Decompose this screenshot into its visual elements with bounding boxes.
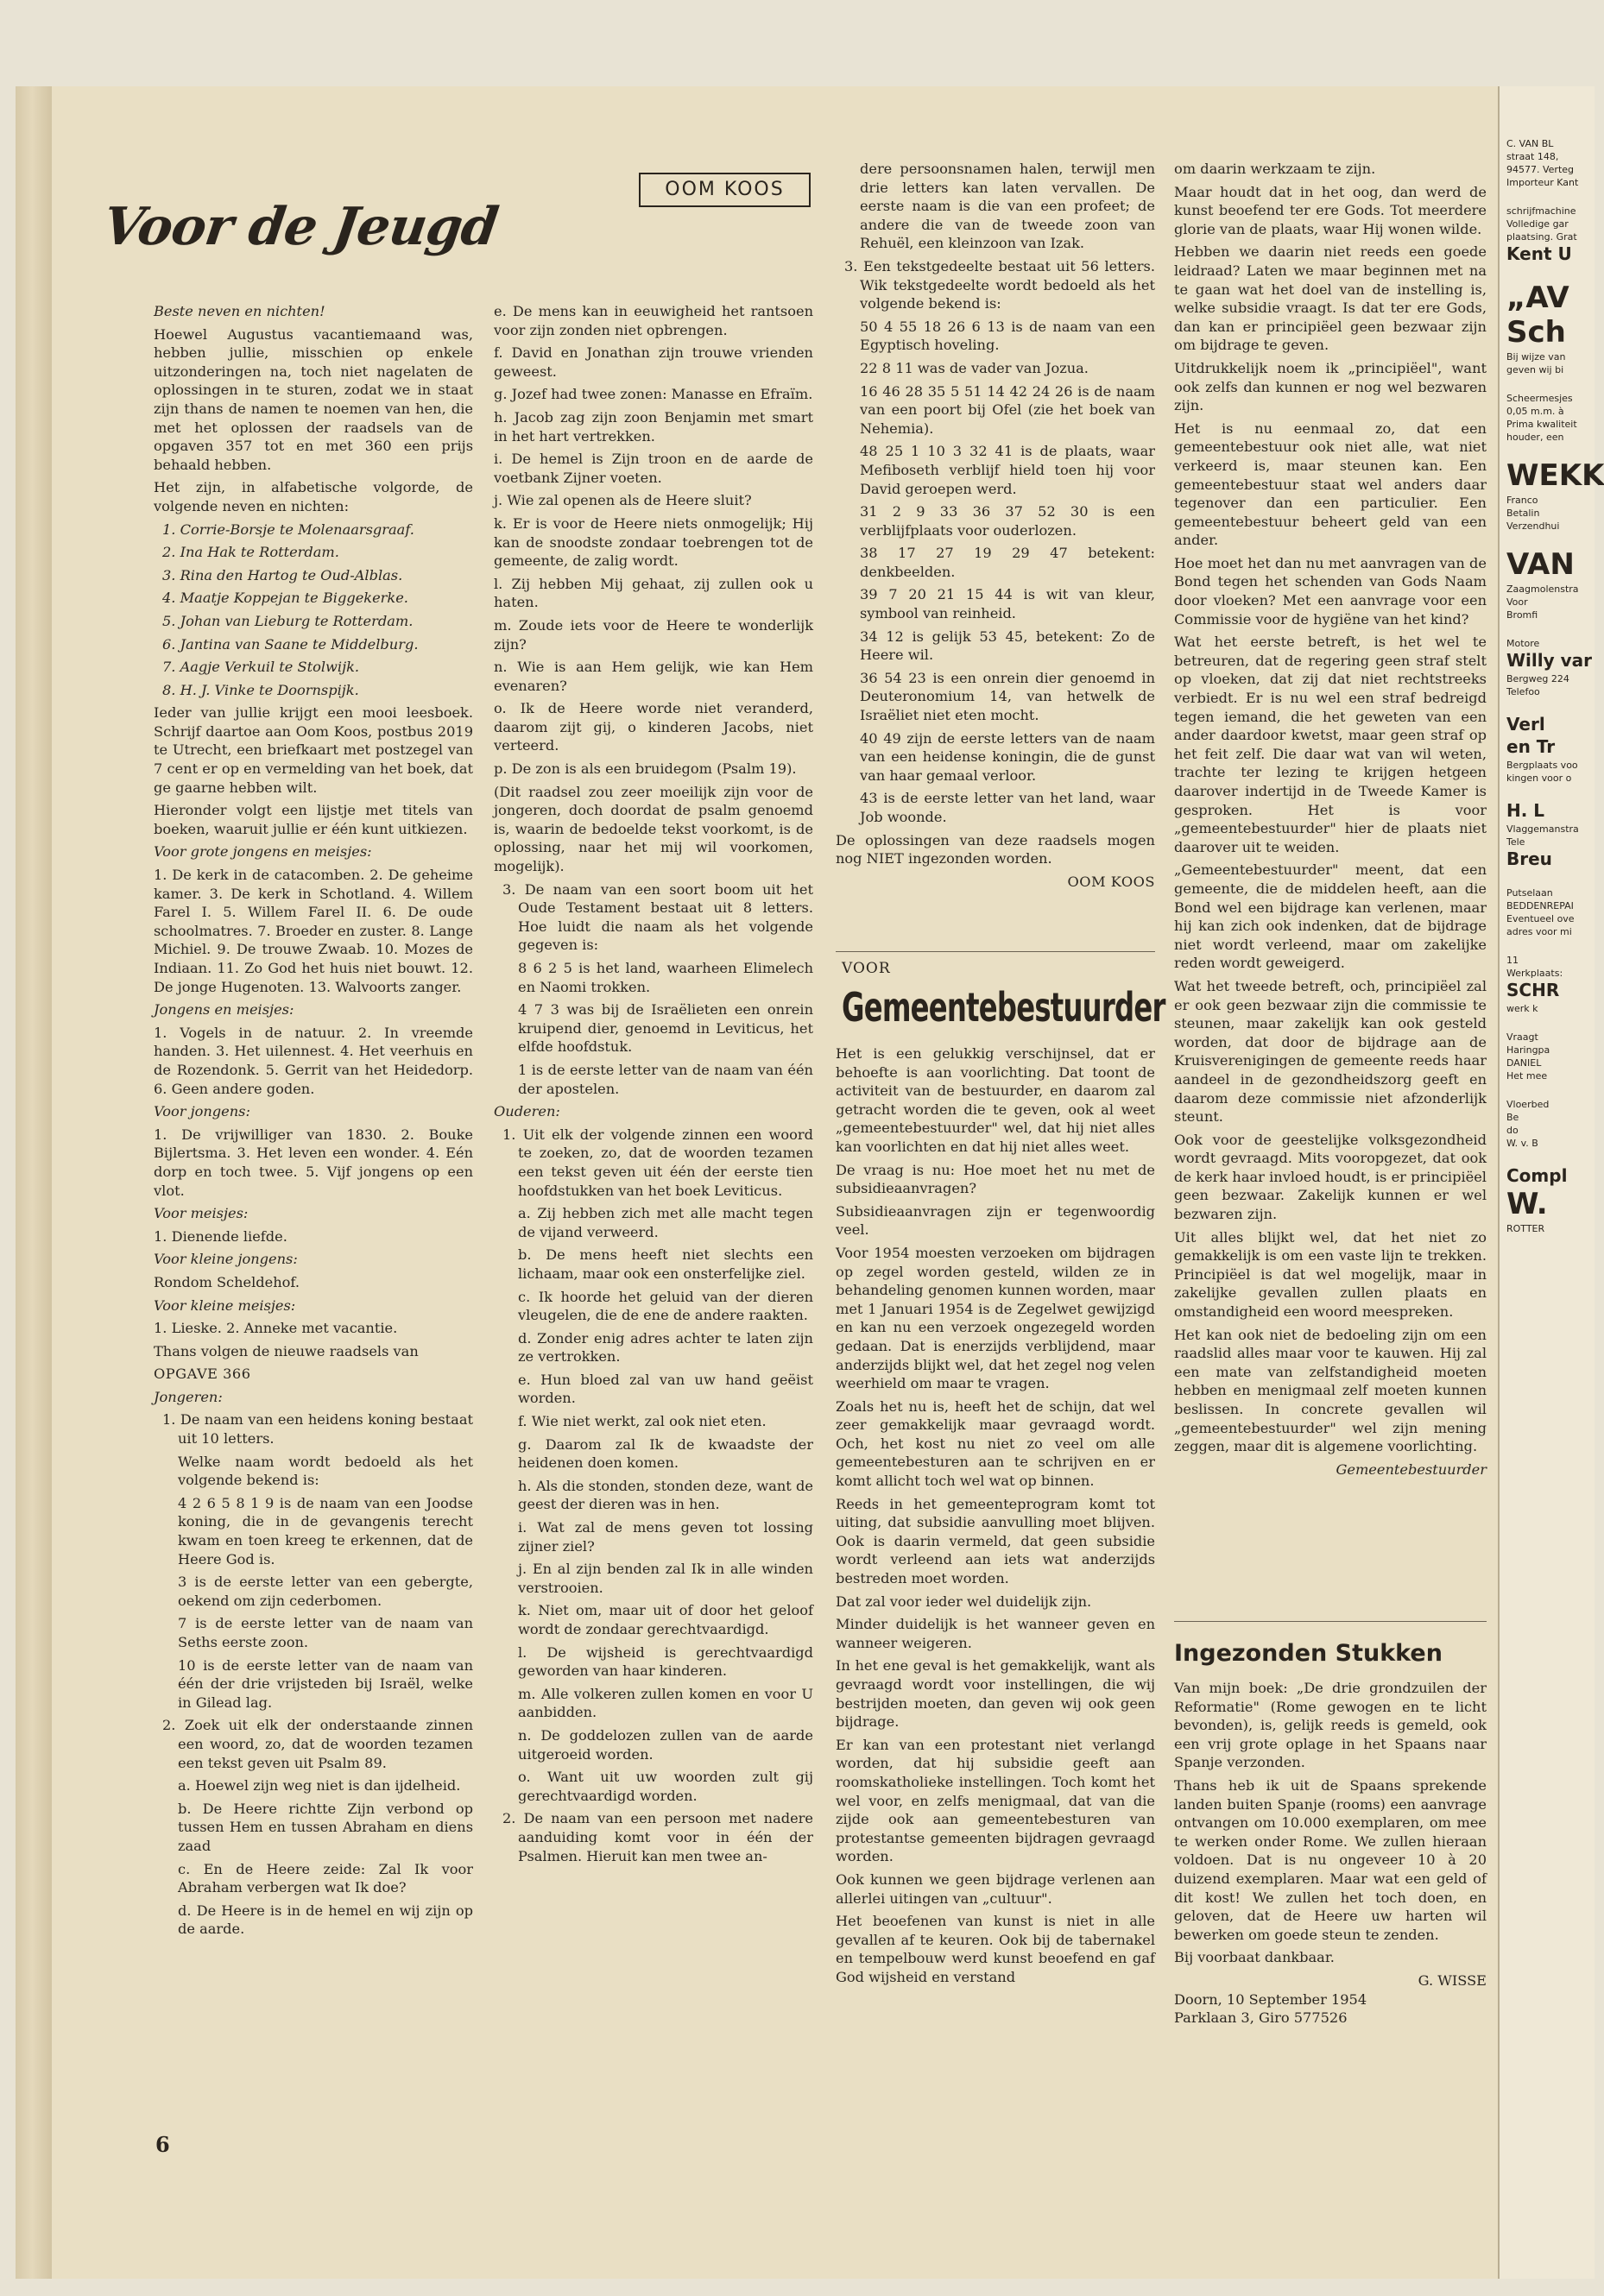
text-paragraph: Ook kunnen we geen bijdrage verlenen aan allerlei uitingen van „cultuur". [836,1870,1155,1907]
text-paragraph: Voor meisjes: [154,1205,249,1222]
text-paragraph: Voor kleine meisjes: [154,1296,296,1314]
text-paragraph: 50 4 55 18 26 6 13 is de naam van een Egyptisch hoveling. [860,318,1155,354]
text-paragraph: k. Niet om, maar uit of door het geloof wordt de zondaar gerechtvaardigd. [518,1602,813,1637]
neighbor-ad-text: ROTTER [1506,1223,1545,1234]
neighbor-ad-text: straat 148, [1506,151,1559,162]
text-paragraph: Wat het eerste betreft, is het wel te betreuren, dat de regering geen straf stelt op vloeken, dat zij dat niet rechtstreeks verbiedt. Er is nu wel een straf bedreigd tegen iemand, die het geweten van een ander daardoor kwetst, maar geen straf op het feit zelf. Die daar wat van wil weten, trachte ter lezing te krijgen hetgeen daarover indertijd in de Tweede Kamer is gesproken. Het is voor „gemeentebestuurder" hier de plaats niet daarover uit te weiden. [1174,634,1487,855]
text-paragraph: Hoewel Augustus vacantiemaand was, hebben jullie, misschien op enkele uitzonderingen na, toch niet nagelaten de oplossingen in te sturen, zodat we in staat zijn thans de namen te noemen van hen, die met het oplossen der raadsels van de opgaven 357 tot en met 360 een prijs behaald hebben. [154,325,473,473]
text-paragraph: Ook voor de geestelijke volksgezondheid wordt gevraagd. Mits vooropgezet, dat ook de kerk haar invloed houdt, is er principiëel geen bezwaar. Zakelijk kunnen er wel bezwaren zijn. [1174,1131,1487,1223]
text-paragraph: 1. Dienende liefde. [154,1227,287,1245]
neighbor-ad-text: Be [1506,1112,1519,1123]
text-paragraph: Het beoefenen van kunst is niet in alle gevallen af te keuren. Ook bij de tabernakel en tempelbouw werd kunst beoefend en gaf God wijsheid en verstand [836,1913,1155,1985]
text-paragraph: OPGAVE 366 [154,1366,251,1383]
page-edge [16,86,57,2279]
text-paragraph: k. Er is voor de Heere niets onmogelijk; Hij kan de snoodste zondaar toebrengen tot de gemeente, de zalig wordt. [494,514,813,570]
text-paragraph: f. David en Jonathan zijn trouwe vrienden geweest. [494,344,813,380]
neighbor-ad-text: Werkplaats: [1506,968,1563,979]
text-paragraph: 38 17 27 19 29 47 betekent: denkbeelden. [860,545,1155,580]
neighbor-ad-text: houder, een [1506,432,1564,443]
text-paragraph: om daarin werkzaam te zijn. [1174,161,1376,177]
text-paragraph: o. Ik de Heere worde niet veranderd, daarom zijt gij, o kinderen Jacobs, niet verteerd. [494,700,813,754]
text-paragraph: Rondom Scheldehof. [154,1273,300,1290]
text-paragraph: Hoe moet het dan nu met aanvragen van de Bond tegen het schenden van Gods Naam door vloeken? Met een aanvrage voor een Commissie voor de hygiëne van het kind? [1174,554,1487,628]
text-paragraph: 2. De naam van een persoon met nadere aanduiding komt voor in één der Psalmen. Hieruit kan men twee an- [502,1810,813,1864]
text-paragraph: a. Hoewel zijn weg niet is dan ijdelheid. [178,1777,461,1795]
text-paragraph: 8 6 2 5 is het land, waarheen Elimelech en Naomi trokken. [518,960,813,995]
column-2 [494,302,813,1870]
neighbor-ad-text: 11 [1506,955,1519,966]
text-paragraph: Ieder van jullie krijgt een mooi leesboek. Schrijf daartoe aan Oom Koos, postbus 2019 te Utrecht, een briefkaart met postzegel van 7 cent er op en vermelding van het boek, dat ge gaarne hebben wilt. [154,704,473,796]
text-paragraph: h. Jacob zag zijn zoon Benjamin met smart in het hart vertrekken. [494,408,813,445]
text-paragraph: 31 2 9 33 36 37 52 30 is een verblijfplaats voor ouderlozen. [860,503,1155,539]
neighbor-ad-text: Prima kwaliteit [1506,419,1577,430]
section-title: Gemeentebestuurder [842,984,1165,1031]
neighbor-ad-text: geven wij bi [1506,364,1564,375]
gemeente-body [836,1044,1155,1991]
text-paragraph: 3 is de eerste letter van een gebergte, oekend om zijn cederbomen. [178,1574,473,1609]
text-paragraph: 7. Aagje Verkuil te Stolwijk. [162,659,360,676]
text-paragraph: Maar houdt dat in het oog, dan werd de kunst beoefend ter ere Gods. Tot meerdere glorie van de plaats, waar Hij wonen wilde. [1174,183,1487,237]
text-paragraph: 1. Corrie-Borsje te Molenaarsgraaf. [162,520,414,538]
neighbor-ad-text: Volledige gar [1506,218,1569,230]
neighbor-ad-text: Vraagt [1506,1031,1538,1043]
text-paragraph: 2. Zoek uit elk der onderstaande zinnen een woord, zo, dat de woorden tezamen een tekst geven uit Psalm 89. [162,1717,473,1771]
text-paragraph: Jongeren: [154,1388,223,1405]
text-paragraph: b. De mens heeft niet slechts een lichaam, maar ook een onsterfelijke ziel. [518,1246,813,1282]
section-kicker: VOOR [842,960,891,977]
text-paragraph: l. De wijsheid is gerechtvaardigd geworden van haar kinderen. [518,1643,813,1680]
neighbor-ad-text: adres voor mi [1506,926,1572,937]
neighbor-ad-text: schrijfmachine [1506,205,1576,217]
neighbor-ad-text: Vloerbed [1506,1099,1550,1110]
neighbor-ad-text: Eventueel ove [1506,913,1575,924]
text-paragraph: Voor 1954 moesten verzoeken om bijdragen op zegel worden gesteld, wilden ze in behandeling genomen kunnen worden, maar met 1 Januari 1954 is de Zegelwet gewijzigd en kan nu een verzoek ongezegeld worden gedaan. Dat is enerzijds verblijdend, maar anderzijds blijkt wel, dat het zegel nog velen weerhield om maar te vragen. [836,1244,1155,1392]
neighbor-ad-text: DANIEL [1506,1057,1542,1069]
text-paragraph: 16 46 28 35 5 51 14 42 24 26 is de naam van een poort bij Ofel (zie het boek van Nehemia). [860,382,1155,437]
neighbor-ad-text: Betalin [1506,508,1540,519]
neighbor-ad-text: do [1506,1125,1519,1136]
text-paragraph: „Gemeentebestuurder" meent, dat een gemeente, die de middelen heeft, aan die Bond wel een bijdrage kan verlenen, maar hij kan zich ook indenken, dat de bijdrage niet wordt verleend, maar om zakelijke reden wordt geweigerd. [1174,861,1487,972]
neighbor-page-edge [1498,86,1604,2279]
neighbor-ad-text: Verzendhui [1506,520,1560,532]
text-paragraph: p. De zon is als een bruidegom (Psalm 19). [494,760,797,778]
neighbor-ad-text: werk k [1506,1003,1538,1014]
text-paragraph: b. De Heere richtte Zijn verbond op tussen Hem en tussen Abraham en diens zaad [178,1800,473,1854]
neighbor-ad-text: „AV [1506,281,1569,315]
text-paragraph: In het ene geval is het gemakkelijk, want als gevraagd wordt voor instellingen, die wij bestrijden moeten, dan geven wij ook geen bijdrage. [836,1657,1155,1731]
text-paragraph: d. Zonder enig adres achter te laten zijn ze vertrokken. [518,1329,813,1366]
neighbor-ad-text: W. [1506,1187,1548,1221]
text-paragraph: Voor kleine jongens: [154,1251,298,1268]
text-paragraph: n. De goddelozen zullen van de aarde uitgeroeid worden. [518,1726,813,1763]
text-paragraph: 1. Uit elk der volgende zinnen een woord te zoeken, zo, dat de woorden tezamen een tekst geven uit één der eerste tien hoofdstukken van het boek Leviticus. [502,1126,813,1199]
text-paragraph: 48 25 1 10 3 32 41 is de plaats, waar Mefiboseth verblijf hield toen hij voor David geroepen werd. [860,443,1155,497]
text-paragraph: 34 12 is gelijk 53 45, betekent: Zo de Heere wil. [860,628,1155,664]
neighbor-ad-text: Vlaggemanstra [1506,823,1579,835]
neighbor-ad-text: Voor [1506,596,1528,608]
text-paragraph: (Dit raadsel zou zeer moeilijk zijn voor de jongeren, doch doordat de psalm genoemd is, waarin de bedoelde tekst voorkomt, is de oplossing, naar het mij wil voorkomen, mogelijk). [494,783,813,875]
neighbor-ad-text: 94577. Verteg [1506,164,1575,175]
text-paragraph: Thans heb ik uit de Spaans sprekende landen buiten Spanje (rooms) een aanvrage ontvangen om 10.000 exemplaren, om mee te werken onder Rome. We zullen hieraan voldoen. Dat is nu ongeveer 10 à 20 duizend exemplaren. Maar wat een geld of dit kost! We zullen het toch doen, en geloven, dat de Heere uw harten wil bewerken om goede steun te zenden. [1174,1776,1487,1943]
text-paragraph: Voor grote jongens en meisjes: [154,843,372,861]
neighbor-ad-text: W. v. B [1506,1138,1538,1149]
text-paragraph: g. Daarom zal Ik de kwaadste der heidenen doen komen. [518,1435,813,1472]
page-number: 6 [155,2132,170,2157]
neighbor-ad-text: BEDDENREPAI [1506,900,1574,911]
text-paragraph: 3. De naam van een soort boom uit het Oude Testament bestaat uit 8 letters. Hoe luidt die naam als het volgende gegeven is: [502,880,813,954]
neighbor-ad-text: Telefoo [1506,686,1540,697]
text-paragraph: Het kan ook niet de bedoeling zijn om een raadslid alles maar voor te kauwen. Hij zal een mate van zelfstandigheid moeten hebben en menigmaal zelf moeten kunnen beslissen. In concrete gevallen wil „gemeentebestuurder" wel zijn mening zeggen, maar dit is algemene voorlichting. [1174,1326,1487,1455]
text-paragraph: o. Want uit uw woorden zult gij gerechtvaardigd worden. [518,1769,813,1804]
neighbor-ad-text: plaatsing. Grat [1506,231,1577,243]
text-paragraph: 2. Ina Hak te Rotterdam. [162,544,339,561]
text-paragraph: 39 7 20 21 15 44 is wit van kleur, symbool van reinheid. [860,586,1155,622]
text-paragraph: 1. De kerk in de catacomben. 2. De geheime kamer. 3. De kerk in Schotland. 4. Willem Farel I. 5. Willem Farel II. 6. De oude schoolmatres. 7. Broeder en zuster. 8. Lange Michiel. 9. De trouwe Zwaab. 10. Mozes de Indiaan. 11. Zo God het huis niet bouwt. 12. De jonge Hugenoten. 13. Walvoorts zanger. [154,867,473,995]
text-paragraph: 1. De vrijwilliger van 1830. 2. Bouke Bijlertsma. 3. Het leven een wonder. 4. Eén dorp en toch twee. 5. Vijf jongens op een vlot. [154,1126,473,1199]
divider [836,951,1155,952]
ingezonden-signature: G. WISSE [1418,1971,1487,1989]
text-paragraph: Het is een gelukkig verschijnsel, dat er behoefte is aan voorlichting. Dat toont de activiteit van de bestuurder, en daarom zal getracht worden die te geven, ook al weet „gemeentebestuurder" wel, dat hij niet alles kan voorlichten en dat hij niet alles weet. [836,1045,1155,1155]
text-paragraph: j. En al zijn benden zal Ik in alle winden verstrooien. [518,1561,813,1596]
text-paragraph: Beste neven en nichten! [154,303,325,319]
text-paragraph: g. Jozef had twee zonen: Manasse en Efraïm. [494,386,813,403]
neighbor-ad-text: Motore [1506,638,1540,649]
neighbor-ad-text: Scheermesjes [1506,393,1573,404]
text-paragraph: 3. Een tekstgedeelte bestaat uit 56 letters. Wik tekstgedeelte wordt bedoeld als het volgende bekend is: [844,257,1155,312]
text-paragraph: Reeds in het gemeenteprogram komt tot uiting, dat subsidie aanvulling moet blijven. Ook is daarin vermeld, dat geen subsidie wordt verleend aan iets wat anderzijds bestreden moet worden. [836,1495,1155,1587]
text-paragraph: Ouderen: [494,1103,560,1120]
text-paragraph: 10 is de eerste letter van de naam van één der drie vrijsteden bij Israël, welke in Gilead lag. [178,1656,473,1711]
neighbor-ad-text: 0,05 m.m. à [1506,406,1564,417]
text-paragraph: dere persoonsnamen halen, terwijl men drie letters kan laten vervallen. De eerste naam is die van een profeet; de andere die van de tweede zoon van Rehuël, een kleinzoon van Izak. [860,161,1155,252]
text-paragraph: Wat het tweede betreft, och, principiëel zal er ook geen bezwaar zijn die commissie te steunen, maar zakelijk kan ook gesteld worden, dat door de bijdrage aan de Kruisverenigingen de gemeente reeds haar aandeel in de gezondheidszorg geeft en daarom deze commissie niet afzonderlijk steunt. [1174,977,1487,1126]
ingezonden-place-date: Doorn, 10 September 1954 [1174,1990,1367,2008]
text-paragraph: Bij voorbaat dankbaar. [1174,1949,1335,1966]
text-paragraph: 1 is de eerste letter van de naam van één der apostelen. [518,1061,813,1097]
neighbor-ad-text: kingen voor o [1506,773,1572,784]
text-paragraph: d. De Heere is in de hemel en wij zijn op de aarde. [178,1902,473,1938]
text-paragraph: Hebben we daarin niet reeds een goede leidraad? Laten we maar beginnen met na te gaan wat het doel van de instelling is, welke subsidie vraagt. Is dat ter ere Gods, dan kan er principiëel geen bezwaar zijn om bijdrage te geven. [1174,243,1487,354]
text-paragraph: Minder duidelijk is het wanneer geven en wanneer weigeren. [836,1616,1155,1651]
text-paragraph: 1. Vogels in de natuur. 2. In vreemde handen. 3. Het uilennest. 4. Het veerhuis en de Rozendonk. 5. Gerrit van het Heidedorp. 6. Geen andere goden. [154,1024,473,1097]
text-paragraph: Het is nu eenmaal zo, dat een gemeentebestuur ook niet alle, wat niet verkeerd is, maar steunen kan. Een gemeentebestuur staat wel anders daar tegenover dan een particulier. Een gemeentebestuur beheert geld van een ander. [1174,419,1487,549]
text-paragraph: 3. Rina den Hartog te Oud-Alblas. [162,566,403,583]
neighbor-ad-text: C. VAN BL [1506,138,1554,149]
text-paragraph: Zoals het nu is, heeft het de schijn, dat wel zeer gemakkelijk maar gevraagd wordt. Och, het kost nu niet zo veel om alle gemeentebesturen aan te schrijven en er komt allicht toch wel wat op binnen. [836,1397,1155,1490]
divider [1174,1621,1487,1622]
ingezonden-body [1174,1679,1487,2028]
neighbor-ad-text: Breu [1506,848,1552,869]
text-paragraph: e. De mens kan in eeuwigheid het rantsoen voor zijn zonden niet opbrengen. [494,303,813,338]
text-paragraph: Uitdrukkelijk noem ik „principiëel", want ook zelfs dan kunnen er nog wel bezwaren zijn. [1174,359,1487,414]
text-paragraph: l. Zij hebben Mij gehaat, zij zullen ook u haten. [494,575,813,611]
neighbor-ad-text: Franco [1506,495,1538,506]
neighbor-ad-text: Compl [1506,1165,1568,1186]
text-paragraph: c. Ik hoorde het geluid van der dieren vleugelen, die de ene de andere raakten. [518,1288,813,1324]
neighbor-ad-text: WEKK [1506,458,1604,493]
text-paragraph: e. Hun bloed zal van uw hand geëist worden. [518,1371,813,1407]
neighbor-ad-text: VAN [1506,547,1575,582]
text-paragraph: Er kan van een protestant niet verlangd worden, dat hij subsidie geeft aan roomskatholieke instellingen. Toch komt het wel voor, en zelfs menigmaal, dat van die zijde ook aan gemeentebesturen van protestantse gemeenten bijdragen gevraagd worden. [836,1736,1155,1865]
text-paragraph: Jongens en meisjes: [154,1001,294,1019]
text-paragraph: 22 8 11 was de vader van Jozua. [860,359,1089,376]
text-paragraph: 7 is de eerste letter van de naam van Seths eerste zoon. [178,1615,473,1650]
text-paragraph: De oplossingen van deze raadsels mogen nog NIET ingezonden worden. [836,831,1155,867]
neighbor-ad-text: Tele [1506,836,1525,848]
column-3-puzzles [836,160,1155,895]
text-paragraph: 40 49 zijn de eerste letters van de naam van een heidense koningin, die de gunst van haar gemaal verloor. [860,729,1155,784]
text-paragraph: 8. H. J. Vinke te Doornspijk. [162,681,359,698]
text-paragraph: Subsidieaanvragen zijn er tegenwoordig veel. [836,1202,1155,1239]
neighbor-ad-text: Zaagmolenstra [1506,583,1579,595]
neighbor-ad-text: Willy var [1506,650,1593,671]
text-paragraph: i. De hemel is Zijn troon en de aarde de voetbank Zijner voeten. [494,451,813,486]
text-paragraph: n. Wie is aan Hem gelijk, wie kan Hem evenaren? [494,659,813,694]
neighbor-ad-text: Bergplaats voo [1506,760,1578,771]
text-paragraph: 1. De naam van een heidens koning bestaat uit 10 letters. [162,1411,473,1448]
neighbor-ad-text: Putselaan [1506,887,1553,899]
page-title: Voor de Jeugd [99,197,502,257]
text-paragraph: Uit alles blijkt wel, dat het niet zo gemakkelijk is om een vaste lijn te trekken. Principiëel is dat wel mogelijk, maar in zakelijke gevallen zullen plaats en omstandigheid een woord meespreken. [1174,1228,1487,1321]
text-paragraph: a. Zij hebben zich met alle macht tegen de vijand verweerd. [518,1205,813,1240]
text-paragraph: 5. Johan van Lieburg te Rotterdam. [162,612,414,629]
neighbor-ad-text: Verl [1506,714,1545,735]
ingezonden-title: Ingezonden Stukken [1174,1640,1443,1667]
text-paragraph: 43 is de eerste letter van het land, waar Job woonde. [860,790,1155,825]
neighbor-ad-text: Haringpa [1506,1044,1550,1056]
text-paragraph: Welke naam wordt bedoeld als het volgende bekend is: [178,1453,473,1489]
neighbor-ad-text: Het mee [1506,1070,1548,1082]
text-paragraph: c. En de Heere zeide: Zal Ik voor Abraham verbergen wat Ik doe? [178,1860,473,1896]
text-paragraph: Hieronder volgt een lijstje met titels van boeken, waaruit jullie er één kunt uitkiezen. [154,802,473,837]
text-paragraph: 4 7 3 was bij de Israëlieten een onrein kruipend dier, genoemd in Leviticus, het elfde hoofdstuk. [518,1001,813,1056]
neighbor-ad-text: Kent U [1506,243,1572,264]
text-paragraph: m. Alle volkeren zullen komen en voor U aanbidden. [518,1685,813,1721]
neighbor-ad-text: Sch [1506,315,1566,350]
text-paragraph: Van mijn boek: „De drie grondzuilen der Reformatie" (Rome gewogen en te licht bevonden), is, gelijk reeds is gemeld, ook een vrij grote oplage in het Spaans naar Spanje verzonden. [1174,1680,1487,1771]
text-paragraph: De vraag is nu: Hoe moet het nu met de subsidieaanvragen? [836,1161,1155,1197]
text-paragraph: m. Zoude iets voor de Heere te wonderlijk zijn? [494,616,813,653]
text-paragraph: 6. Jantina van Saane te Middelburg. [162,635,419,653]
neighbor-ad-text: Bromfi [1506,609,1538,621]
text-paragraph: Dat zal voor ieder wel duidelijk zijn. [836,1593,1092,1610]
text-paragraph: f. Wie niet werkt, zal ook niet eten. [518,1413,767,1430]
text-paragraph: h. Als die stonden, stonden deze, want de geest der dieren was in hen. [518,1477,813,1513]
column-1 [154,302,473,1943]
text-paragraph: OOM KOOS [1067,873,1155,890]
neighbor-ad-text: Importeur Kant [1506,177,1579,188]
text-paragraph: Voor jongens: [154,1103,250,1120]
neighbor-ad-text: Bij wijze van [1506,351,1566,363]
signature: Gemeentebestuurder [1336,1460,1487,1478]
text-paragraph: 4 2 6 5 8 1 9 is de naam van een Joodse koning, die in de gevangenis terecht kwam en toen kreeg te erkennen, dat de Heere God is. [178,1494,473,1567]
neighbor-ad-text: H. L [1506,800,1545,821]
text-paragraph: 4. Maatje Koppejan te Biggekerke. [162,590,408,607]
text-paragraph: 36 54 23 is een onrein dier genoemd in Deuteronomium 14, van hetwelk de Israëliet niet eten mocht. [860,669,1155,724]
text-paragraph: Het zijn, in alfabetische volgorde, de volgende neven en nichten: [154,479,473,514]
neighbor-ad-text: Bergweg 224 [1506,673,1569,684]
neighbor-ad-text: en Tr [1506,736,1556,757]
text-paragraph: Thans volgen de nieuwe raadsels van [154,1342,419,1359]
text-paragraph: i. Wat zal de mens geven tot lossing zijner ziel? [518,1519,813,1555]
text-paragraph: 1. Lieske. 2. Anneke met vacantie. [154,1320,398,1337]
ingezonden-address: Parklaan 3, Giro 577526 [1174,2009,1348,2027]
oom-koos-badge: OOM KOOS [639,173,811,207]
neighbor-ad-text: SCHR [1506,980,1560,1000]
column-4 [1174,160,1487,1483]
text-paragraph: j. Wie zal openen als de Heere sluit? [494,492,752,509]
